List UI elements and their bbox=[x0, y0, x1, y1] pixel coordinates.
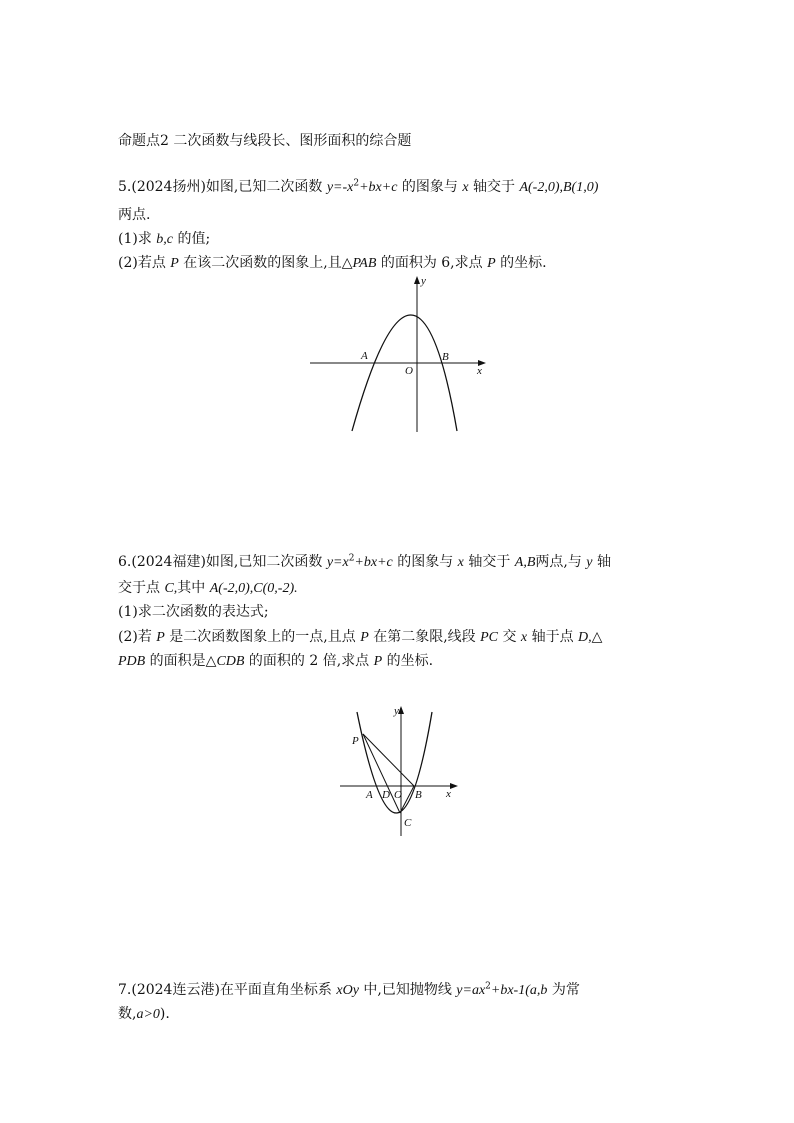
text: 数, bbox=[118, 1006, 137, 1022]
equation-rest: +bx+c bbox=[359, 180, 398, 195]
text: 轴交于 bbox=[463, 554, 515, 570]
text: 为常 bbox=[547, 982, 580, 998]
equation: y=-x bbox=[326, 180, 354, 195]
text: 5.(2024扬州)如图,已知二次函数 bbox=[118, 179, 327, 195]
point-a: A(-2,0), bbox=[209, 581, 254, 596]
var-bc: b,c bbox=[156, 232, 173, 247]
point-b: B(1,0) bbox=[563, 180, 599, 195]
text: 其中 bbox=[177, 580, 210, 596]
var-p: P bbox=[487, 256, 496, 271]
problem5-question1 bbox=[118, 229, 210, 250]
text: (2)若 bbox=[118, 629, 157, 645]
problem7-line1 bbox=[118, 980, 580, 1001]
label-b: B bbox=[415, 789, 422, 801]
label-d: D bbox=[382, 789, 390, 801]
point-a: A(-2,0), bbox=[519, 180, 563, 195]
text: 轴交于 bbox=[468, 179, 520, 195]
text: 轴 bbox=[592, 554, 611, 570]
text: 两点,与 bbox=[535, 554, 587, 570]
text: 的值; bbox=[173, 231, 211, 247]
label-o: O bbox=[405, 365, 413, 377]
label-y: y bbox=[394, 705, 399, 717]
point-c: C(0,-2). bbox=[253, 581, 298, 596]
problem7-line2 bbox=[118, 1004, 170, 1025]
problem5-line2: 两点. bbox=[118, 207, 151, 223]
triangle-pab: PAB bbox=[352, 256, 377, 271]
equation: y=x bbox=[326, 555, 349, 570]
label-x: x bbox=[446, 788, 451, 800]
condition: a>0 bbox=[136, 1007, 160, 1022]
text: 在第二象限,线段 bbox=[368, 629, 481, 645]
problem6-line2 bbox=[118, 578, 298, 599]
y-axis-arrow bbox=[398, 706, 404, 714]
section-title: 命题点2 二次函数与线段长、图形面积的综合题 bbox=[118, 133, 412, 149]
var-xoy: xOy bbox=[336, 983, 359, 998]
triangle-cdb: CDB bbox=[216, 654, 245, 669]
equation: y=ax bbox=[456, 983, 486, 998]
problem5-figure bbox=[300, 268, 500, 438]
label-b: B bbox=[442, 351, 449, 363]
segment-pc bbox=[363, 734, 400, 813]
text: ). bbox=[159, 1006, 170, 1022]
segment-cb bbox=[400, 786, 414, 813]
label-y: y bbox=[421, 275, 426, 287]
label-a: A bbox=[361, 350, 368, 362]
text: (2)若点 bbox=[118, 255, 171, 271]
exponent: 2 bbox=[348, 553, 355, 564]
text: 的坐标. bbox=[495, 255, 547, 271]
problem6-line4 bbox=[118, 651, 433, 672]
var-x: x bbox=[462, 180, 469, 195]
var-p: P bbox=[360, 630, 369, 645]
text: 中,已知抛物线 bbox=[358, 982, 457, 998]
text: 的图象与 bbox=[397, 179, 463, 195]
x-axis-arrow bbox=[450, 783, 458, 789]
text: (1)求 bbox=[118, 231, 157, 247]
problem6-line1 bbox=[118, 552, 611, 573]
text: 的面积是△ bbox=[145, 653, 217, 669]
var-x: x bbox=[457, 555, 464, 570]
label-c: C bbox=[404, 817, 412, 829]
point-d: D, bbox=[578, 630, 592, 645]
var-y: y bbox=[586, 555, 593, 570]
text: 交于点 bbox=[118, 580, 165, 596]
segment-pc: PC bbox=[480, 630, 499, 645]
text: 的坐标. bbox=[382, 653, 434, 669]
points-ab: A,B bbox=[514, 555, 536, 570]
text: 在该二次函数的图象上,且△ bbox=[178, 255, 353, 271]
y-axis-arrow bbox=[414, 276, 420, 284]
text: 的面积的 2 倍,求点 bbox=[244, 653, 374, 669]
text: 是二次函数图象上的一点,且点 bbox=[164, 629, 361, 645]
text: 交 bbox=[498, 629, 521, 645]
text: 的面积为 6,求点 bbox=[376, 255, 488, 271]
label-p: P bbox=[352, 735, 359, 747]
var-p: P bbox=[170, 256, 179, 271]
text: △ bbox=[591, 629, 603, 645]
text: 7.(2024连云港)在平面直角坐标系 bbox=[118, 982, 337, 998]
equation-rest: +bx+c bbox=[354, 555, 393, 570]
problem5-line1 bbox=[118, 177, 598, 198]
exponent: 2 bbox=[485, 981, 491, 992]
label-x: x bbox=[477, 365, 482, 377]
text: 的图象与 bbox=[392, 554, 458, 570]
label-o: O bbox=[394, 789, 402, 801]
segment-pb bbox=[363, 734, 414, 786]
exponent: 2 bbox=[353, 178, 360, 189]
problem6-question1: (1)求二次函数的表达式; bbox=[118, 604, 269, 620]
point-c-name: C, bbox=[164, 581, 178, 596]
equation-rest: +bx-1( bbox=[490, 983, 530, 998]
var-p: P bbox=[156, 630, 165, 645]
triangle-pdb: PDB bbox=[118, 654, 146, 669]
problem6-question2 bbox=[118, 627, 602, 648]
label-a: A bbox=[366, 789, 373, 801]
problem6-figure bbox=[330, 698, 470, 838]
var-x: x bbox=[520, 630, 528, 645]
var-ab: a,b bbox=[529, 983, 548, 998]
text: 6.(2024福建)如图,已知二次函数 bbox=[118, 554, 327, 570]
text: 轴于点 bbox=[527, 629, 579, 645]
var-p: P bbox=[373, 654, 383, 669]
